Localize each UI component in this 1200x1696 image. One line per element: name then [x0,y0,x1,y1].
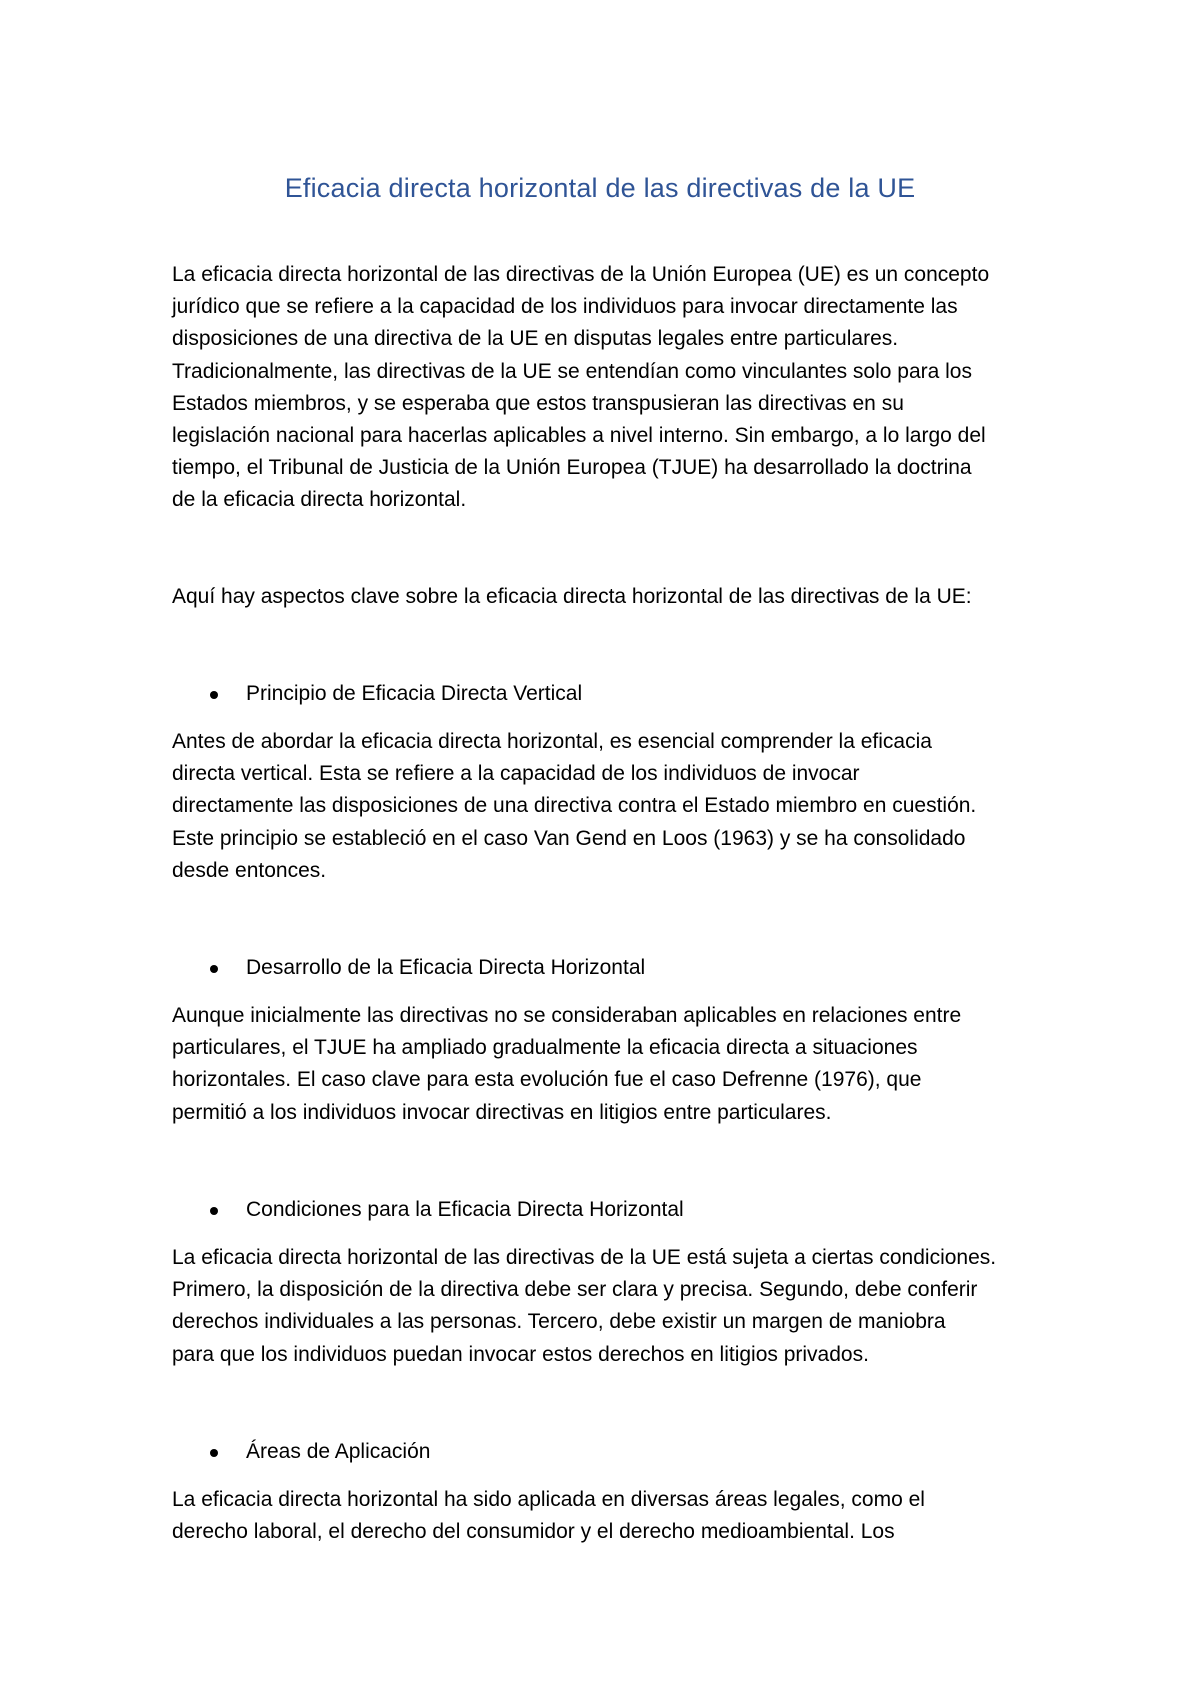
bullet-icon [210,691,218,699]
bullet-heading-text: Áreas de Aplicación [246,1440,431,1463]
text-line: desde entonces. [172,858,327,882]
text-line: para que los individuos puedan invocar estos derechos en litigios privados. [172,1342,869,1366]
section-paragraph-conditions [172,1242,1052,1371]
section-paragraph-horizontal-development [172,1000,1052,1129]
bullet-heading-text: Principio de Eficacia Directa Vertical [246,682,583,705]
text-line: La eficacia directa horizontal de las directivas de la UE está sujeta a ciertas condiciones. [172,1246,997,1269]
text-line: directa vertical. Esta se refiere a la capacidad de los individuos de invocar [172,762,860,786]
text-line: tiempo, el Tribunal de Justicia de la Unión Europea (TJUE) ha desarrollado la doctrina [172,456,972,480]
bullet-icon [210,1207,218,1215]
bullet-heading-text: Desarrollo de la Eficacia Directa Horizontal [246,956,646,979]
text-line: Antes de abordar la eficacia directa horizontal, es esencial comprender la eficacia [172,730,932,753]
text-line: permitió a los individuos invocar directivas en litigios entre particulares. [172,1100,832,1124]
aspects-intro-text: Aquí hay aspectos clave sobre la eficacia directa horizontal de las directivas de la UE: [172,585,972,608]
text-line: particulares, el TJUE ha ampliado gradualmente la eficacia directa a situaciones [172,1036,918,1060]
text-line: horizontales. El caso clave para esta evolución fue el caso Defrenne (1976), que [172,1068,922,1092]
text-line: disposiciones de una directiva de la UE en disputas legales entre particulares. [172,327,899,351]
document-title: Eficacia directa horizontal de las directivas de la UE [284,173,916,203]
bullet-icon [210,1449,218,1457]
bullet-heading-text: Condiciones para la Eficacia Directa Horizontal [246,1198,684,1221]
text-line: La eficacia directa horizontal de las directivas de la Unión Europea (UE) es un concepto [172,263,990,286]
intro-paragraph [172,259,1052,517]
text-line: La eficacia directa horizontal ha sido aplicada en diversas áreas legales, como el [172,1488,925,1511]
bullet-icon [210,965,218,973]
text-line: Estados miembros, y se esperaba que estos transpusieran las directivas en su [172,391,904,415]
text-line: jurídico que se refiere a la capacidad de los individuos para invocar directamente las [172,295,958,319]
text-line: Este principio se estableció en el caso Van Gend en Loos (1963) y se ha consolidado [172,826,966,850]
text-line: derecho laboral, el derecho del consumidor y el derecho medioambiental. Los [172,1520,895,1544]
text-line: Primero, la disposición de la directiva debe ser clara y precisa. Segundo, debe conferir [172,1278,978,1302]
section-paragraph-application-areas [172,1484,1052,1548]
text-line: legislación nacional para hacerlas aplicables a nivel interno. Sin embargo, a lo largo del [172,424,986,448]
text-line: directamente las disposiciones de una directiva contra el Estado miembro en cuestión. [172,794,977,818]
text-line: Aunque inicialmente las directivas no se consideraban aplicables en relaciones entre [172,1004,962,1027]
text-line: de la eficacia directa horizontal. [172,488,467,512]
text-line: derechos individuales a las personas. Tercero, debe existir un margen de maniobra [172,1310,946,1334]
section-paragraph-vertical [172,726,1052,887]
text-line: Tradicionalmente, las directivas de la UE se entendían como vinculantes solo para los [172,359,972,383]
aspects-intro-paragraph [172,581,1052,613]
